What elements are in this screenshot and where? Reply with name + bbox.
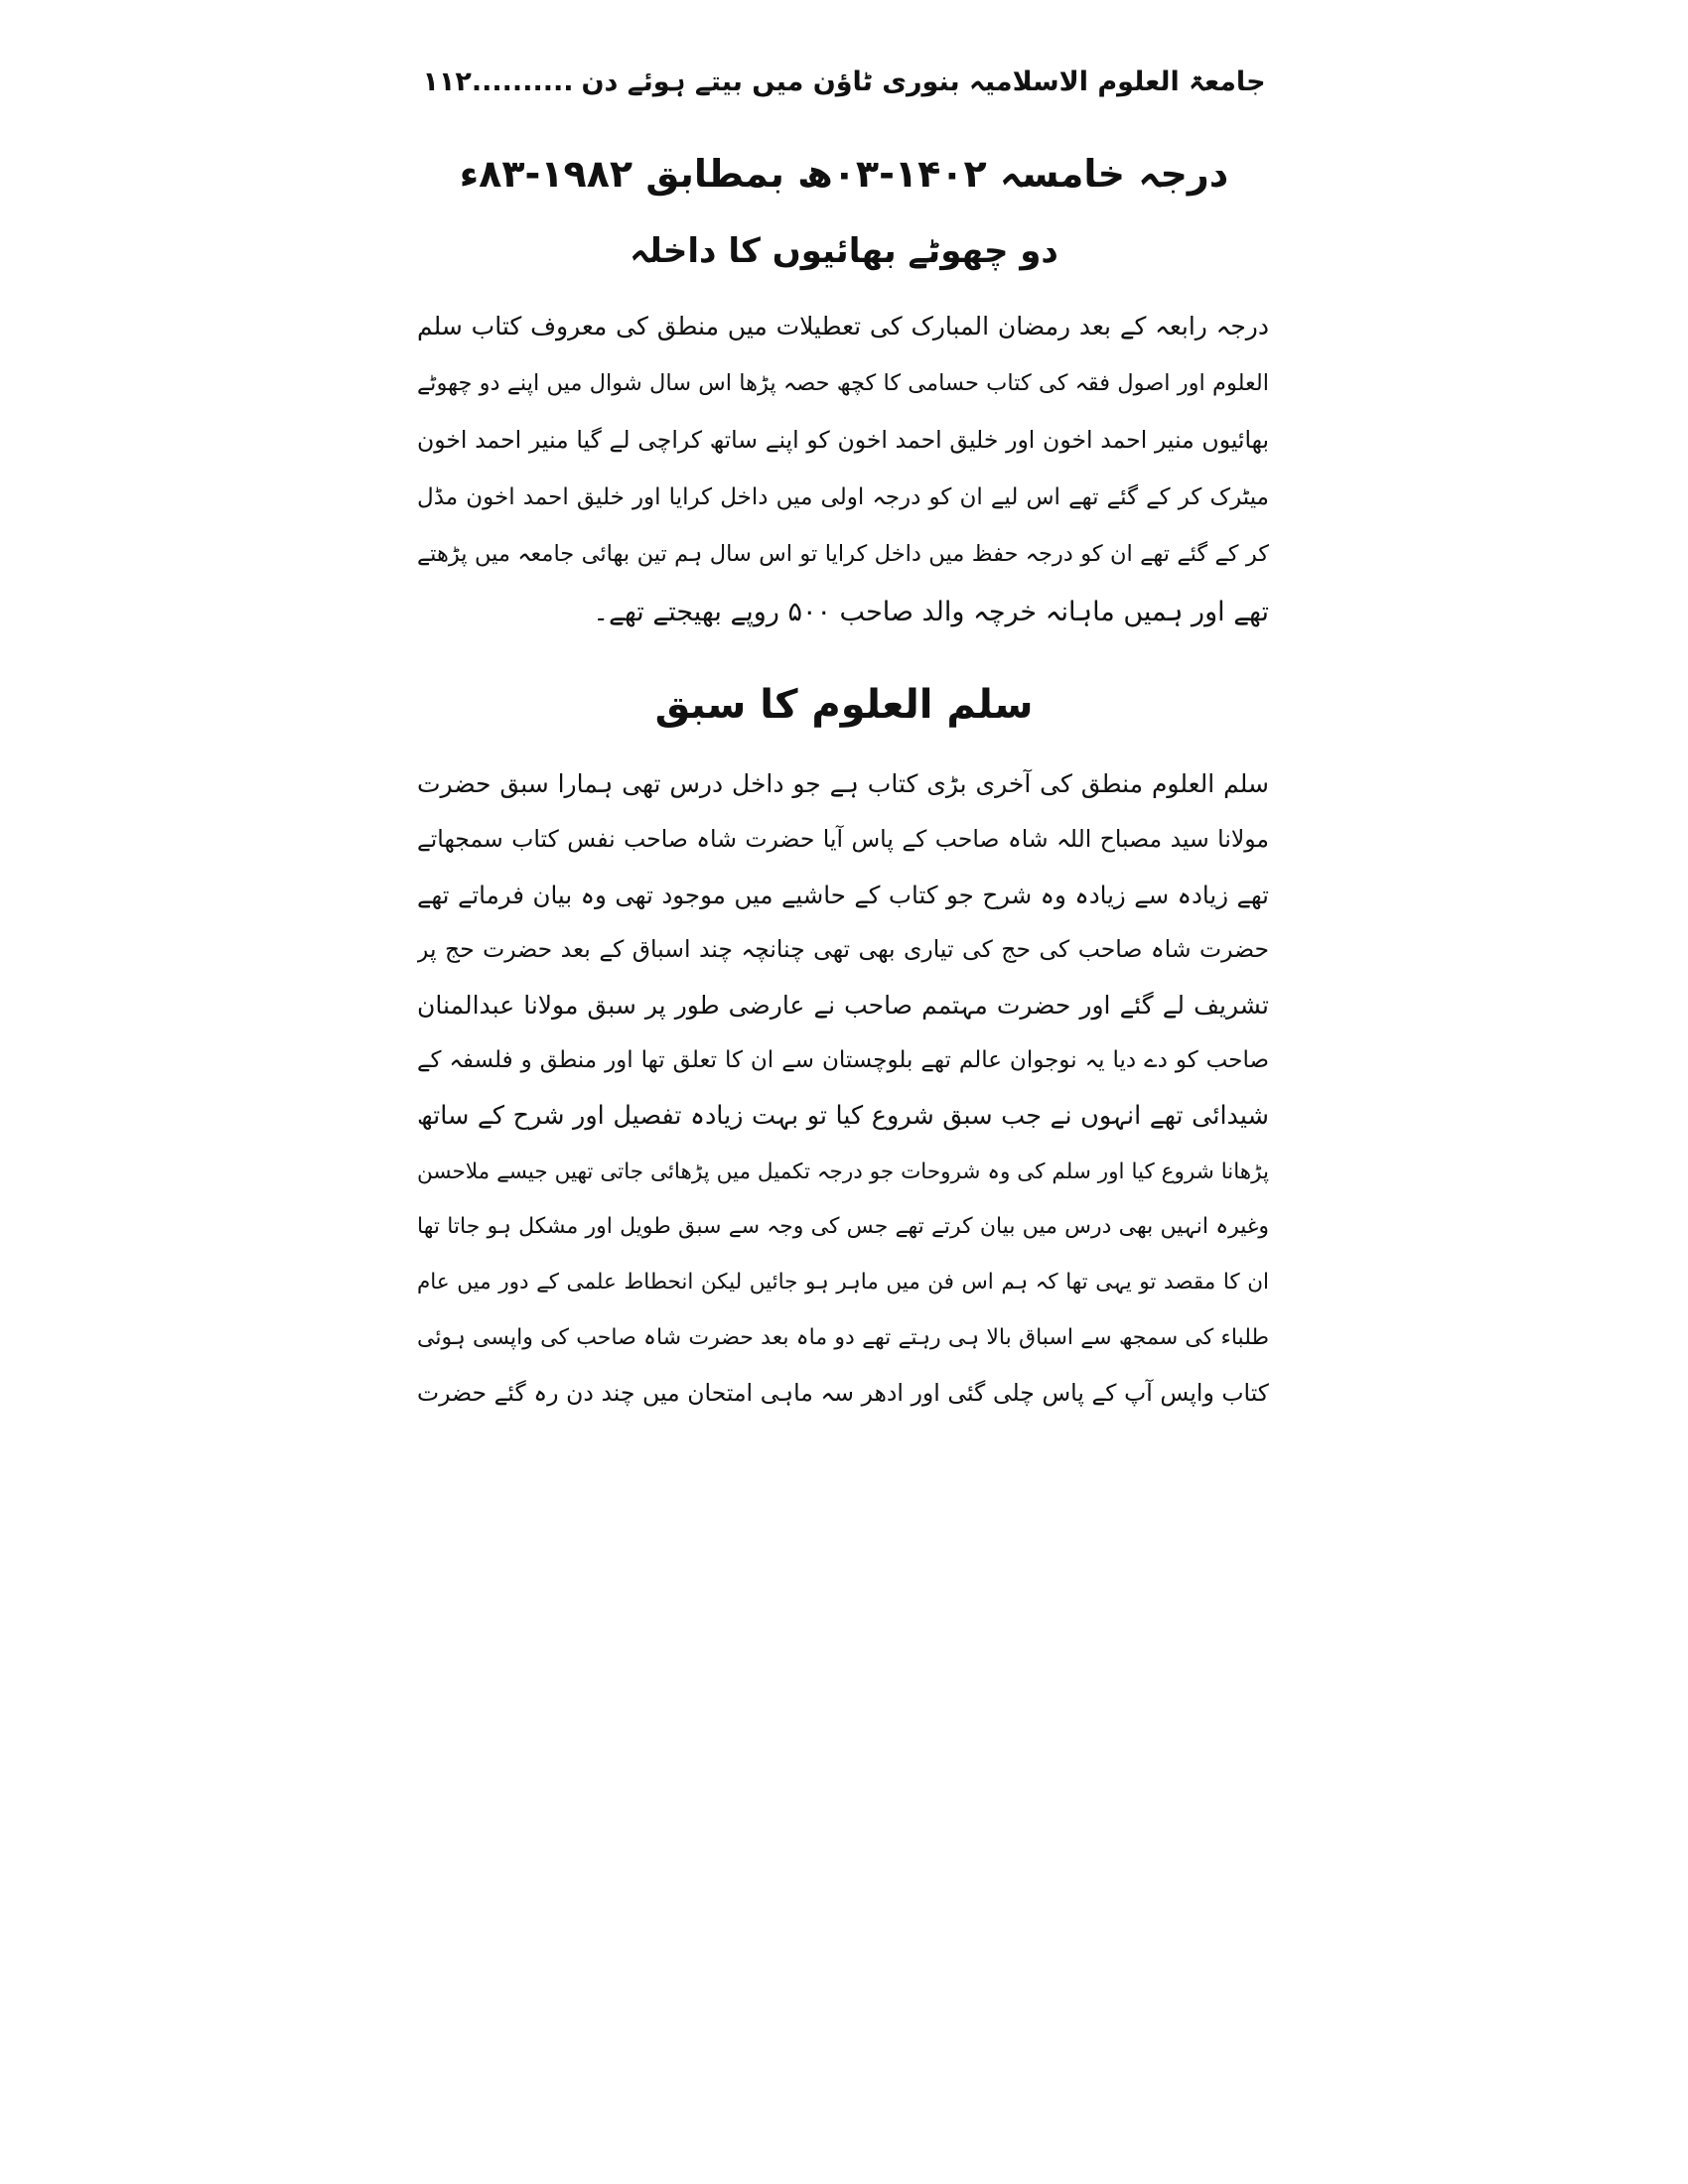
text-line: تھے اور ہمیں ماہانہ خرچہ والد صاحب ۵۰۰ روپے بھیجتے تھے۔ <box>593 596 1269 627</box>
text-line: حضرت شاہ صاحب کی حج کی تیاری بھی تھی چنانچہ چند اسباق کے بعد حضرت حج پر <box>417 935 1269 964</box>
running-header-title: جامعۃ العلوم الاسلامیہ بنوری ٹاؤن میں بیتے ہوئے دن <box>581 67 1266 97</box>
text-line: کر کے گئے تھے ان کو درجہ حفظ میں داخل کرایا تو اس سال ہم تین بھائی جامعہ میں پڑھتے <box>417 541 1269 567</box>
text-line: العلوم اور اصول فقہ کی کتاب حسامی کا کچھ حصہ پڑھا اس سال شوال میں اپنے دو چھوٹے <box>417 369 1269 396</box>
text-line: میٹرک کر کے گئے تھے اس لیے ان کو درجہ اولی میں داخل کرایا اور خلیق احمد اخون مڈل <box>417 483 1269 510</box>
text-line: وغیرہ انہیں بھی درس میں بیان کرتے تھے جس کی وجہ سے سبق طویل اور مشکل ہو جاتا تھا <box>417 1214 1269 1240</box>
text-line: طلباء کی سمجھ سے اسباق بالا ہی رہتے تھے دو ماہ بعد حضرت شاہ صاحب کی واپسی ہوئی <box>417 1324 1269 1350</box>
text-line: صاحب کو دے دیا یہ نوجوان عالم تھے بلوچستان سے ان کا تعلق تھا اور منطق و فلسفہ کے <box>417 1046 1269 1073</box>
running-header-dots: .......... <box>471 67 574 97</box>
text-line: پڑھانا شروع کیا اور سلم کی وہ شروحات جو درجہ تکمیل میں پڑھائی جاتی تھیں جیسے ملاحسن <box>417 1159 1269 1184</box>
text-line: سلم العلوم منطق کی آخری بڑی کتاب ہے جو داخل درس تھی ہمارا سبق حضرت <box>417 769 1269 798</box>
section-heading: درجہ خامسہ ۱۴۰۲-۰۳ھ بمطابق ۱۹۸۲-۸۳ء <box>459 152 1229 196</box>
text-line: ان کا مقصد تو یہی تھا کہ ہم اس فن میں ماہر ہو جائیں لیکن انحطاط علمی کے دور میں عام <box>417 1270 1269 1296</box>
running-header <box>417 58 1271 107</box>
subheading-sullam-lesson: سلم العلوم کا سبق <box>654 682 1034 728</box>
text-line: تھے زیادہ سے زیادہ وہ شرح جو کتاب کے حاشیے میں موجود تھی وہ بیان فرماتے تھے <box>417 880 1269 909</box>
text-line: بھائیوں منیر احمد اخون اور خلیق احمد اخون کو اپنے ساتھ کراچی لے گیا منیر احمد اخون <box>417 426 1269 454</box>
text-line: درجہ رابعہ کے بعد رمضان المبارک کی تعطیلات میں منطق کی معروف کتاب سلم <box>417 312 1269 341</box>
text-line: کتاب واپس آپ کے پاس چلی گئی اور ادھر سہ ماہی امتحان میں چند دن رہ گئے حضرت <box>417 1378 1269 1407</box>
text-line: شیدائی تھے انہوں نے جب سبق شروع کیا تو بہت زیادہ تفصیل اور شرح کے ساتھ <box>417 1100 1269 1131</box>
paragraph-2 <box>417 756 1269 1422</box>
text-line: مولانا سید مصباح اللہ شاہ صاحب کے پاس آیا حضرت شاہ صاحب نفس کتاب سمجھاتے <box>417 824 1269 853</box>
text-line: تشریف لے گئے اور حضرت مہتمم صاحب نے عارضی طور پر سبق مولانا عبدالمنان <box>417 991 1269 1021</box>
subheading-brothers-admission: دو چھوٹے بھائیوں کا داخلہ <box>630 231 1058 271</box>
page-number: ۱۱۲ <box>422 67 472 97</box>
paragraph-1 <box>417 298 1269 640</box>
